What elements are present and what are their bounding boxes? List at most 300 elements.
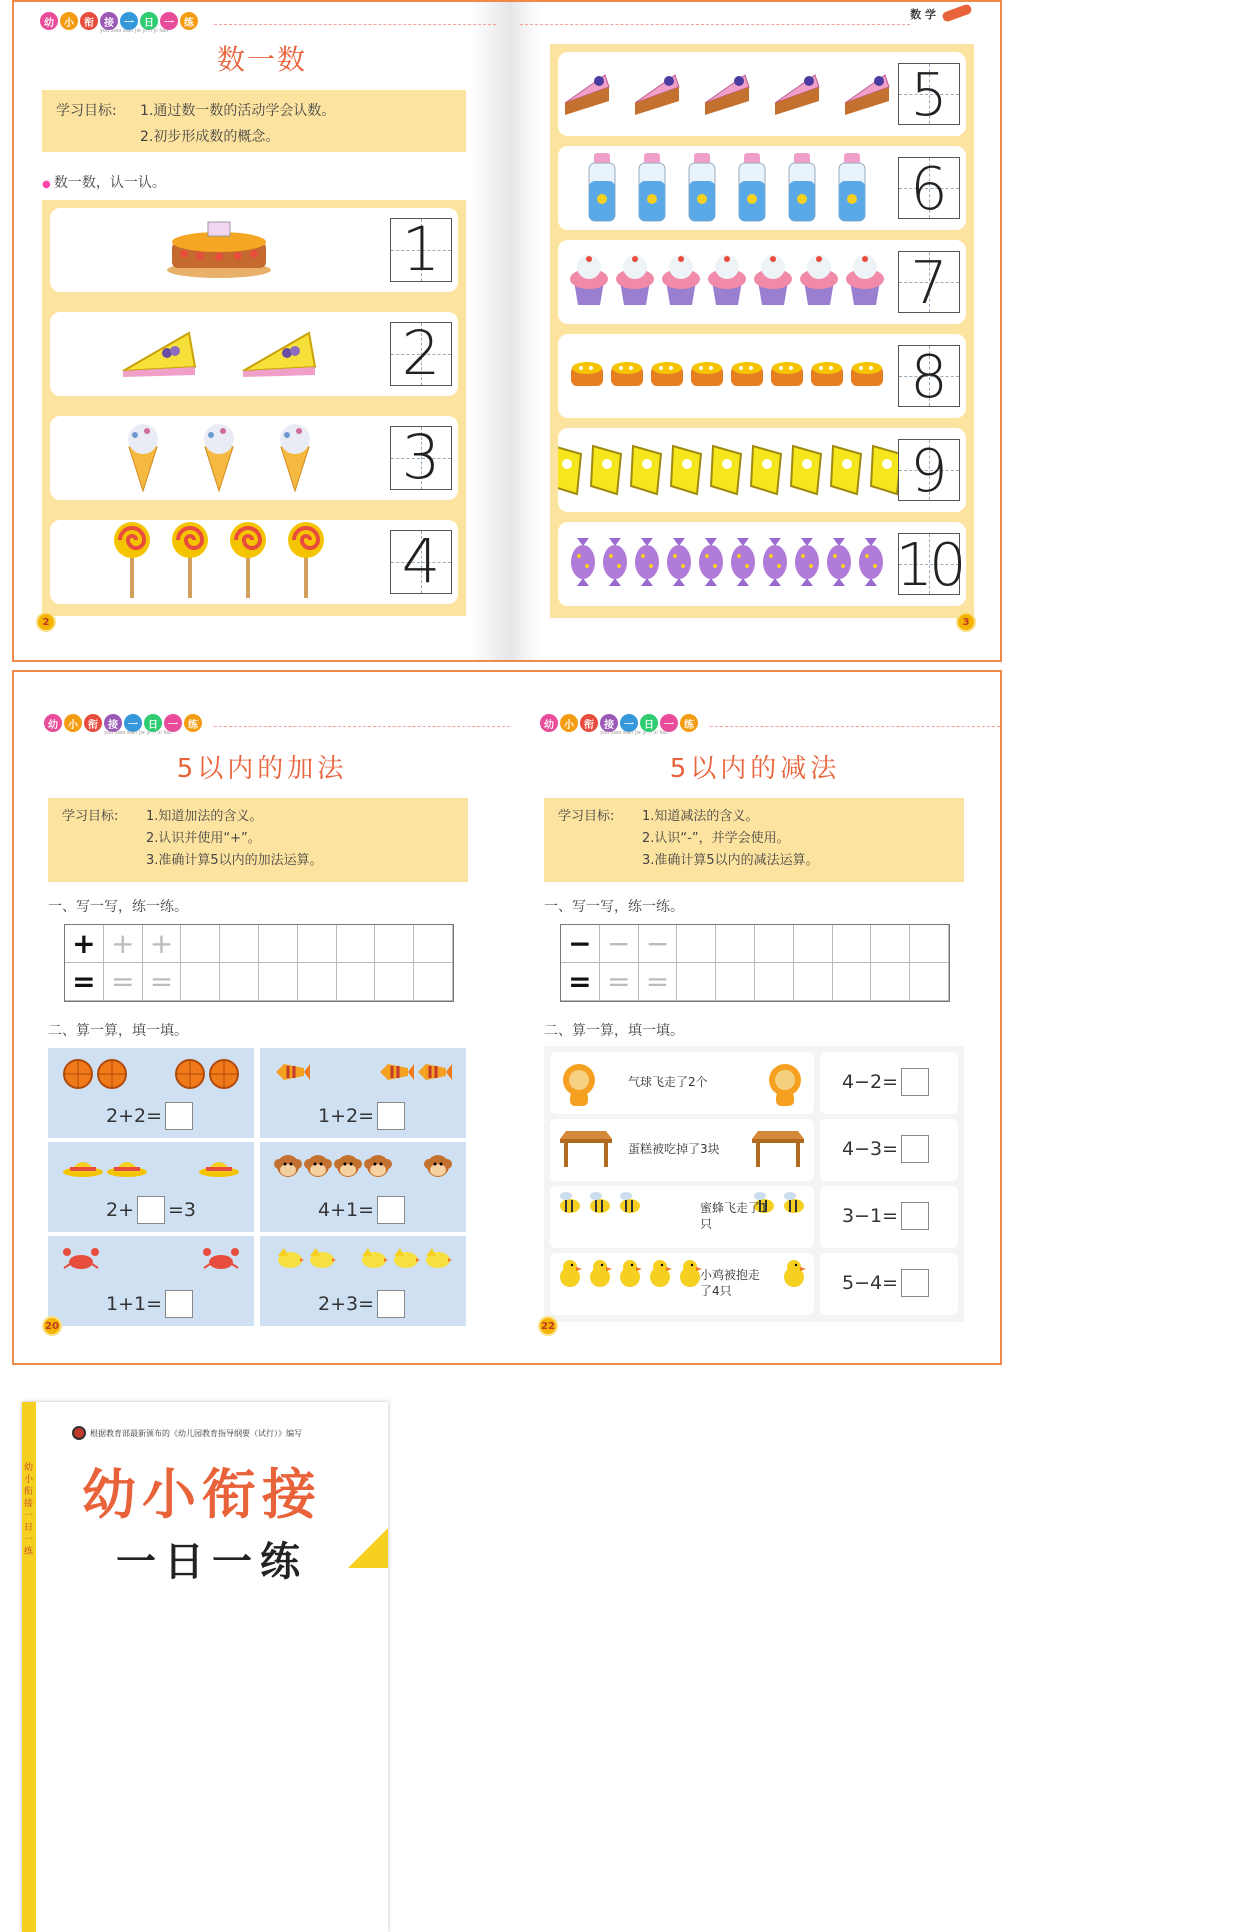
goal-2: 2.认识并使用“+”。 <box>146 831 261 846</box>
page-20 <box>14 672 510 1363</box>
numeral: 6 <box>910 153 948 223</box>
grid-cell[interactable] <box>259 925 298 963</box>
subtraction-card <box>550 1186 814 1248</box>
page-number: 20 <box>42 1316 62 1336</box>
grid-cell[interactable] <box>414 925 453 963</box>
series-char: 幼 <box>540 714 558 732</box>
answer-box[interactable] <box>165 1102 193 1130</box>
count-items <box>570 522 884 606</box>
right-group <box>174 1058 240 1094</box>
header-rule <box>214 24 496 25</box>
grid-cell[interactable]: = <box>104 963 143 1001</box>
series-char: 接 <box>100 12 118 30</box>
problem-caption: 蜜蜂飞走了1只 <box>700 1201 768 1231</box>
icecream-icon <box>125 419 161 497</box>
lollipop-icon <box>286 520 326 604</box>
candy-icon <box>569 534 597 594</box>
tart-icon <box>729 358 765 394</box>
grid-cell[interactable]: = <box>143 963 182 1001</box>
bullet-icon: ● <box>42 179 54 190</box>
answer-box[interactable] <box>901 1135 929 1163</box>
tart-icon <box>649 358 685 394</box>
cakeslice-icon <box>631 67 683 121</box>
right-group <box>424 1152 452 1186</box>
equation-text: 2+3= <box>318 1293 375 1315</box>
numeral: 4 <box>401 527 441 597</box>
learning-goal <box>544 798 964 882</box>
section-calc: 二、算一算，填一填。 <box>544 1023 684 1039</box>
page-2 <box>14 2 510 660</box>
numeral-box <box>390 423 452 493</box>
tart-icon <box>849 358 885 394</box>
grid-cell[interactable] <box>794 963 833 1001</box>
series-char: 日 <box>144 714 162 732</box>
problem-caption: 蛋糕被吃掉了3块 <box>628 1142 720 1156</box>
addition-card <box>48 1048 254 1138</box>
grid-cell[interactable] <box>833 925 872 963</box>
grid-cell[interactable] <box>910 925 949 963</box>
monkey-icon <box>274 1152 302 1186</box>
count-items <box>570 240 884 324</box>
series-char: 一 <box>660 714 678 732</box>
subject-label: 数 学 <box>910 8 936 21</box>
series-char: 一 <box>120 12 138 30</box>
candy-icon <box>601 534 629 594</box>
cheese-icon <box>119 327 199 381</box>
left-group <box>62 1152 148 1182</box>
grid-cell[interactable]: − <box>561 925 600 963</box>
icecream-icon <box>277 419 313 497</box>
chips-icon <box>669 440 705 500</box>
left-group <box>556 1259 704 1293</box>
grid-cell[interactable] <box>677 925 716 963</box>
addition-equation <box>318 1290 408 1318</box>
addition-equation <box>318 1196 408 1224</box>
goal-1: 1.通过数一数的活动学会认数。 <box>140 103 336 119</box>
equation-text: 2+ <box>106 1199 135 1221</box>
grid-cell[interactable]: = <box>600 963 639 1001</box>
cakeslice-icon <box>701 67 753 121</box>
series-char: 小 <box>64 714 82 732</box>
cheese-icon <box>239 327 319 381</box>
goal-label: 学习目标: <box>62 809 119 824</box>
goal-1: 1.知道减法的含义。 <box>642 809 759 824</box>
left-group <box>556 1125 616 1173</box>
cover-title: 幼小衔接 <box>82 1463 322 1526</box>
grid-cell[interactable]: + <box>143 925 182 963</box>
cover-corner <box>348 1528 388 1568</box>
icecream-icon <box>201 419 237 497</box>
cover-subtitle: 一日一练 <box>116 1539 308 1585</box>
series-char: 练 <box>180 12 198 30</box>
header-rule <box>214 726 510 727</box>
series-char: 练 <box>184 714 202 732</box>
equation-text: 4−3= <box>842 1138 899 1160</box>
equation-text: 2+2= <box>106 1105 163 1127</box>
addition-equation <box>106 1102 196 1130</box>
right-group <box>748 1125 808 1173</box>
header-rule <box>710 726 1000 727</box>
count-items <box>570 146 884 230</box>
left-group <box>274 1058 310 1090</box>
answer-box[interactable] <box>377 1196 405 1224</box>
count-row <box>50 520 458 604</box>
page-title: 5以内的减法 <box>669 754 841 784</box>
fish-icon <box>378 1058 414 1090</box>
monkey-icon <box>304 1152 332 1186</box>
bee-icon <box>780 1192 808 1220</box>
grid-cell[interactable]: + <box>65 925 104 963</box>
bottle-icon <box>636 149 668 227</box>
cakeslice-icon <box>841 67 893 121</box>
chick-icon <box>586 1259 614 1293</box>
right-group <box>780 1259 808 1293</box>
count-row <box>558 52 966 136</box>
series-char: 一 <box>124 714 142 732</box>
candy-icon <box>793 534 821 594</box>
right-group <box>358 1246 452 1274</box>
crab-icon <box>202 1246 240 1274</box>
lion-icon <box>762 1058 808 1112</box>
answer-box[interactable] <box>377 1290 405 1318</box>
series-pinyin: you xiao xian jie yi ri yi lian <box>100 28 169 34</box>
chick-icon <box>556 1259 584 1293</box>
chips-icon <box>789 440 825 500</box>
right-group <box>762 1058 808 1112</box>
numeral-box <box>898 435 960 505</box>
count-items <box>62 208 376 292</box>
cupcake-icon <box>798 253 840 311</box>
equation-text: 3−1= <box>842 1205 899 1227</box>
grid-cell[interactable] <box>375 963 414 1001</box>
fish-icon <box>274 1058 310 1090</box>
grid-cell[interactable]: − <box>600 925 639 963</box>
numeral-box <box>390 527 452 597</box>
ladybug-icon <box>72 1426 86 1440</box>
section-write: 一、写一写，练一练。 <box>544 899 684 915</box>
series-char: 衔 <box>580 714 598 732</box>
tart-icon <box>809 358 845 394</box>
cover-tagline: 根据教育部最新颁布的《幼儿园教育指导纲要（试行）》编写 <box>90 1429 302 1438</box>
writing-grid <box>560 924 950 1002</box>
series-char: 幼 <box>44 714 62 732</box>
candy-icon <box>697 534 725 594</box>
count-row <box>50 312 458 396</box>
cupcake-icon <box>568 253 610 311</box>
right-group <box>202 1246 240 1274</box>
ball-icon <box>96 1058 128 1094</box>
numeral-box <box>390 319 452 389</box>
cupcake-icon <box>660 253 702 311</box>
numeral-box <box>390 215 452 285</box>
grid-cell[interactable] <box>220 925 259 963</box>
series-char: 小 <box>560 714 578 732</box>
ball-icon <box>62 1058 94 1094</box>
left-group <box>556 1058 602 1112</box>
candy-icon <box>729 534 757 594</box>
series-char: 日 <box>640 714 658 732</box>
subtraction-card <box>550 1052 814 1114</box>
bee-icon <box>616 1192 644 1220</box>
answer-box[interactable] <box>137 1196 165 1224</box>
problem-caption: 小鸡被抱走了4只 <box>700 1268 761 1298</box>
page-22 <box>510 672 1000 1363</box>
addition-card <box>260 1142 466 1232</box>
monkey-icon <box>424 1152 452 1186</box>
addition-card <box>260 1236 466 1326</box>
page-title: 5以内的加法 <box>176 754 348 784</box>
goal-label: 学习目标: <box>558 809 615 824</box>
count-items <box>570 334 884 418</box>
chips-icon <box>558 440 585 500</box>
answer-box[interactable] <box>901 1269 929 1297</box>
left-group <box>62 1058 128 1094</box>
bottle-icon <box>736 149 768 227</box>
grid-cell[interactable]: = <box>639 963 678 1001</box>
chick-icon <box>780 1259 808 1293</box>
monkey-icon <box>334 1152 362 1186</box>
cupcake-icon <box>844 253 886 311</box>
addition-card <box>260 1048 466 1138</box>
header-rule <box>520 24 910 25</box>
numeral: 5 <box>910 59 948 129</box>
count-row <box>50 208 458 292</box>
numeral: 2 <box>401 319 441 389</box>
bee-icon <box>556 1192 584 1220</box>
addition-equation <box>106 1290 196 1318</box>
series-char: 衔 <box>80 12 98 30</box>
page-3 <box>510 2 1000 660</box>
chips-icon <box>749 440 785 500</box>
grid-cell[interactable] <box>794 925 833 963</box>
series-header <box>540 710 698 736</box>
grid-cell[interactable]: = <box>561 963 600 1001</box>
grid-cell[interactable] <box>414 963 453 1001</box>
grid-cell[interactable] <box>871 963 910 1001</box>
series-header <box>44 710 202 736</box>
goal-3: 3.准确计算5以内的加法运算。 <box>146 853 323 868</box>
grid-cell[interactable] <box>181 963 220 1001</box>
count-row <box>558 428 966 512</box>
table-icon <box>556 1125 616 1173</box>
numeral: 10 <box>895 529 963 599</box>
count-row <box>558 146 966 230</box>
grid-cell[interactable] <box>375 925 414 963</box>
count-panel <box>42 200 466 616</box>
lollipop-icon <box>112 520 152 604</box>
grid-cell[interactable] <box>755 925 794 963</box>
grid-cell[interactable] <box>716 925 755 963</box>
numeral-box <box>898 153 960 223</box>
spread-counting <box>12 0 1002 662</box>
answer-box[interactable] <box>901 1202 929 1230</box>
grid-cell[interactable] <box>833 963 872 1001</box>
numeral-box <box>895 529 963 599</box>
left-group <box>274 1246 336 1274</box>
spread-arithmetic <box>12 670 1002 1365</box>
grid-cell[interactable] <box>716 963 755 1001</box>
left-group <box>274 1152 392 1186</box>
lion-icon <box>556 1058 602 1112</box>
cakeslice-icon <box>561 67 613 121</box>
bottle-icon <box>686 149 718 227</box>
count-row <box>558 240 966 324</box>
numeral: 1 <box>401 215 441 285</box>
numeral: 8 <box>910 341 948 411</box>
section-write: 一、写一写，练一练。 <box>48 899 188 915</box>
subtraction-equation-card <box>820 1052 958 1114</box>
grid-cell[interactable] <box>181 925 220 963</box>
grid-cell[interactable] <box>259 963 298 1001</box>
chick-icon <box>646 1259 674 1293</box>
chips-icon <box>589 440 625 500</box>
addition-equation <box>106 1196 196 1224</box>
lollipop-icon <box>228 520 268 604</box>
subtraction-equation-card <box>820 1253 958 1315</box>
crab-icon <box>62 1246 100 1274</box>
grid-cell[interactable] <box>220 963 259 1001</box>
count-items <box>62 312 376 396</box>
grid-cell[interactable] <box>677 963 716 1001</box>
series-char: 接 <box>600 714 618 732</box>
page-number: 22 <box>538 1316 558 1336</box>
count-items <box>62 520 376 604</box>
hat-icon <box>106 1152 148 1182</box>
numeral: 9 <box>910 435 948 505</box>
grid-cell[interactable] <box>298 963 337 1001</box>
subtraction-equation-card <box>820 1119 958 1181</box>
series-char: 练 <box>680 714 698 732</box>
bird-icon <box>422 1246 452 1274</box>
section-calc: 二、算一算，填一填。 <box>48 1023 188 1039</box>
grid-cell[interactable] <box>298 925 337 963</box>
subtraction-equation <box>842 1202 929 1230</box>
subtraction-equation <box>842 1269 929 1297</box>
learning-goal <box>48 798 468 882</box>
equation-text: 4−2= <box>842 1071 899 1093</box>
grid-cell[interactable]: − <box>639 925 678 963</box>
grid-cell[interactable]: + <box>104 925 143 963</box>
candy-icon <box>761 534 789 594</box>
cupcake-icon <box>706 253 748 311</box>
series-char: 一 <box>160 12 178 30</box>
bird-icon <box>274 1246 304 1274</box>
count-items <box>570 428 884 512</box>
problem-caption: 气球飞走了2个 <box>628 1075 708 1089</box>
goal-label: 学习目标: <box>56 103 117 119</box>
equation-text: 5−4= <box>842 1272 899 1294</box>
chips-icon <box>829 440 865 500</box>
series-char: 衔 <box>84 714 102 732</box>
numeral-box <box>898 247 960 317</box>
ball-icon <box>208 1058 240 1094</box>
goal-1: 1.知道加法的含义。 <box>146 809 263 824</box>
numeral: 7 <box>910 247 948 317</box>
fish-icon <box>416 1058 452 1090</box>
instruction <box>42 172 166 192</box>
page-number: 3 <box>956 612 976 632</box>
subtraction-equation <box>842 1068 929 1096</box>
candy-icon <box>857 534 885 594</box>
lollipop-icon <box>170 520 210 604</box>
grid-cell[interactable] <box>337 925 376 963</box>
chips-icon <box>629 440 665 500</box>
series-pinyin: you xiao xian jie yi ri yi lian <box>600 730 669 736</box>
count-items <box>570 52 884 136</box>
pencil-icon <box>941 3 973 23</box>
bottle-icon <box>836 149 868 227</box>
bottle-icon <box>586 149 618 227</box>
cupcake-icon <box>614 253 656 311</box>
left-group <box>62 1246 100 1274</box>
page-number: 2 <box>36 612 56 632</box>
series-char: 日 <box>140 12 158 30</box>
learning-goal <box>42 90 466 152</box>
book-cover <box>22 1402 388 1932</box>
table-icon <box>748 1125 808 1173</box>
instruction-text: 数一数，认一认。 <box>53 175 166 191</box>
subtraction-equation <box>842 1135 929 1163</box>
hat-icon <box>198 1152 240 1182</box>
grid-cell[interactable] <box>871 925 910 963</box>
page-title: 数一数 <box>216 43 307 76</box>
tart-icon <box>569 358 605 394</box>
cakeslice-icon <box>771 67 823 121</box>
count-row <box>558 334 966 418</box>
count-items <box>62 416 376 500</box>
grid-cell[interactable] <box>910 963 949 1001</box>
bee-icon <box>586 1192 614 1220</box>
candy-icon <box>825 534 853 594</box>
numeral-box <box>898 341 960 411</box>
grid-cell[interactable] <box>337 963 376 1001</box>
subtraction-card <box>550 1253 814 1315</box>
grid-cell[interactable]: = <box>65 963 104 1001</box>
addition-card <box>48 1142 254 1232</box>
subtraction-problems <box>544 1046 964 1322</box>
tart-icon <box>609 358 645 394</box>
series-char: 幼 <box>40 12 58 30</box>
numeral: 3 <box>401 423 441 493</box>
right-group <box>378 1058 452 1090</box>
answer-box[interactable] <box>901 1068 929 1096</box>
grid-cell[interactable] <box>755 963 794 1001</box>
tart-icon <box>689 358 725 394</box>
answer-box[interactable] <box>377 1102 405 1130</box>
answer-box[interactable] <box>165 1290 193 1318</box>
left-group <box>556 1192 644 1220</box>
series-char: 小 <box>60 12 78 30</box>
tart-icon <box>769 358 805 394</box>
addition-equation <box>318 1102 408 1130</box>
goal-3: 3.准确计算5以内的减法运算。 <box>642 853 819 868</box>
addition-card <box>48 1236 254 1326</box>
series-pinyin: you xiao xian jie yi ri yi lian <box>104 730 173 736</box>
count-panel-right <box>550 44 974 618</box>
equation-text: 1+2= <box>318 1105 375 1127</box>
monkey-icon <box>364 1152 392 1186</box>
equation-text: 4+1= <box>318 1199 375 1221</box>
ball-icon <box>174 1058 206 1094</box>
goal-2: 2.认识“-”，并学会使用。 <box>642 831 790 846</box>
candy-icon <box>633 534 661 594</box>
bird-icon <box>358 1246 388 1274</box>
numeral-box <box>898 59 960 129</box>
bird-icon <box>390 1246 420 1274</box>
candy-icon <box>665 534 693 594</box>
chick-icon <box>616 1259 644 1293</box>
series-header <box>40 8 198 34</box>
